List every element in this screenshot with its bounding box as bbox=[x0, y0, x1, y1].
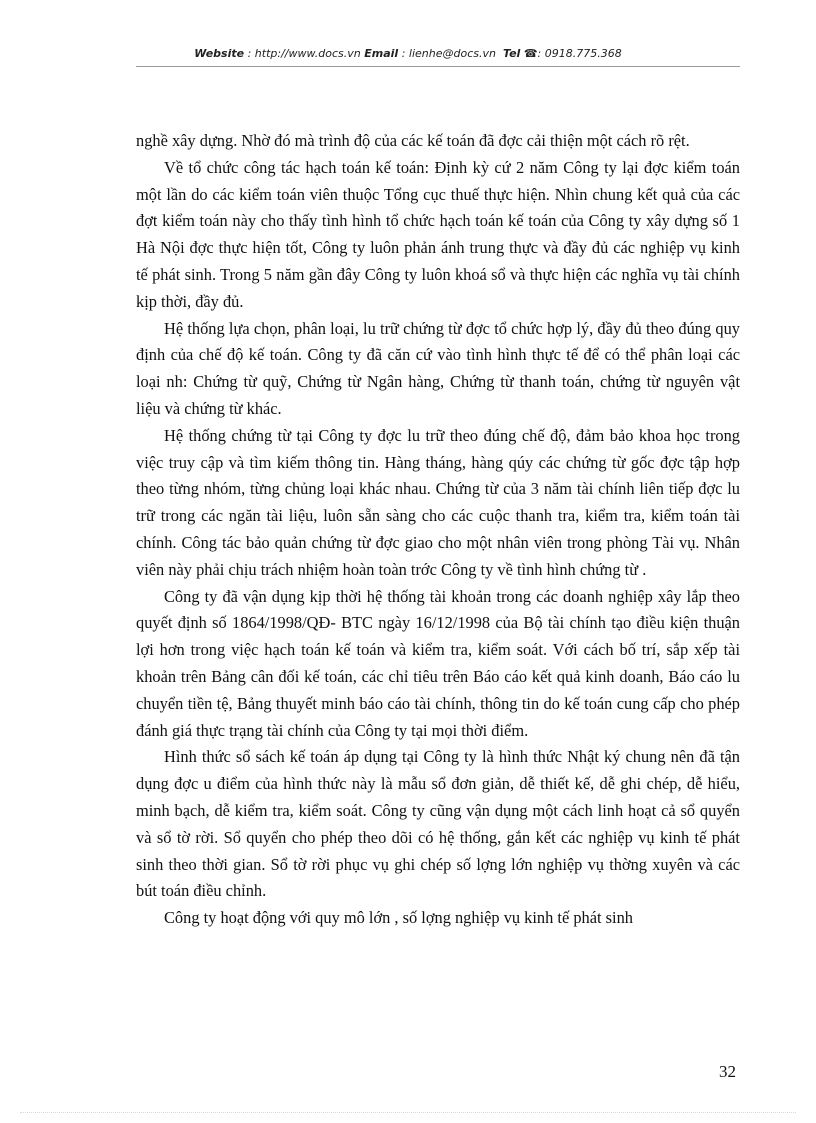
paragraph-1: nghề xây dựng. Nhờ đó mà trình độ của các kế toán đã đợc cải thiện một cách rõ rệt. bbox=[136, 131, 690, 150]
header-rule bbox=[136, 66, 740, 67]
footer-divider bbox=[20, 1112, 796, 1113]
email-value[interactable]: : lienhe@docs.vn bbox=[401, 47, 496, 60]
paragraph-4: Hệ thống chứng từ tại Công ty đợc lu trữ theo đúng chế độ, đảm bảo khoa học trong việc truy cập và tìm kiếm thông tin. Hàng tháng, hàng qúy các chứng từ gốc đợc tập hợp theo từng nhóm, từng chủng loại khác nhau. Chứng từ của 3 năm tài chính liên tiếp đợc lu trữ trong các ngăn tài liệu, luôn sẵn sàng cho các cuộc thanh tra, kiểm tra, kiểm toán tài chính. Công tác bảo quản chứng từ đợc giao cho một nhân viên trong phòng Tài vụ. Nhân viên này phải chịu trách nhiệm hoàn toàn trớc Công ty về tình hình chứng từ . bbox=[136, 425, 740, 579]
paragraph-2: Về tổ chức công tác hạch toán kế toán: Định kỳ cứ 2 năm Công ty lại đợc kiểm toán một lần do các kiểm toán viên thuộc Tổng cục thuế thực hiện. Nhìn chung kết quả của các đợt kiểm toán này cho thấy tình hình tổ chức hạch toán kế toán của Công ty xây dựng số 1 Hà Nội đợc thực hiện tốt, Công ty luôn phản ánh trung thực và đầy đủ các nghiệp vụ kinh tế phát sinh. Trong 5 năm gần đây Công ty luôn khoá sổ và thực hiện các nghĩa vụ tài chính kịp thời, đầy đủ. bbox=[136, 157, 740, 311]
email-label: Email bbox=[364, 47, 399, 60]
paragraph-3: Hệ thống lựa chọn, phân loại, lu trữ chứng từ đợc tổ chức hợp lý, đầy đủ theo đúng quy định của chế độ kế toán. Công ty đã căn cứ vào tình hình thực tế để có thể phân loại các loại nh: Chứng từ quỹ, Chứng từ Ngân hàng, Chứng từ thanh toán, chứng từ nguyên vật liệu và chứng từ khác. bbox=[136, 318, 740, 418]
page-number: 32 bbox=[719, 1062, 736, 1081]
website-url[interactable]: : http://www.docs.vn bbox=[247, 47, 361, 60]
tel-value: : 0918.775.368 bbox=[537, 47, 622, 60]
document-body bbox=[136, 128, 740, 932]
paragraph-6: Hình thức sổ sách kế toán áp dụng tại Công ty là hình thức Nhật ký chung nên đã tận dụng đợc u điểm của hình thức này là mẫu sổ đơn giản, dễ thiết kế, dễ ghi chép, dễ hiểu, minh bạch, dễ kiểm tra, kiểm soát. Công ty cũng vận dụng một cách linh hoạt cả sổ quyển và sổ tờ rời. Sổ quyển cho phép theo dõi có hệ thống, gắn kết các nghiệp vụ kinh tế phát sinh theo thời gian. Sổ tờ rời phục vụ ghi chép số lợng lớn nghiệp vụ thờng xuyên và các bút toán điều chỉnh. bbox=[136, 747, 740, 901]
website-label: Website bbox=[194, 47, 245, 60]
paragraph-5: Công ty đã vận dụng kịp thời hệ thống tài khoản trong các doanh nghiệp xây lắp theo quyết định số 1864/1998/QĐ- BTC ngày 16/12/1998 của Bộ tài chính tạo điều kiện thuận lợi hơn trong việc hạch toán kế toán và kiểm tra, kiểm soát. Với cách bố trí, sắp xếp tài khoản trên Bảng cân đối kế toán, các chỉ tiêu trên Báo cáo kết quả kinh doanh, Báo cáo lu chuyển tiền tệ, Bảng thuyết minh báo cáo tài chính, thông tin do kế toán cung cấp cho phép đánh giá thực trạng tài chính của Công ty tại mọi thời điểm. bbox=[136, 586, 740, 740]
page-header bbox=[0, 47, 816, 60]
paragraph-7: Công ty hoạt động với quy mô lớn , số lợng nghiệp vụ kinh tế phát sinh bbox=[164, 908, 633, 928]
phone-icon: ☎ bbox=[523, 47, 538, 60]
tel-label: Tel bbox=[502, 47, 521, 60]
